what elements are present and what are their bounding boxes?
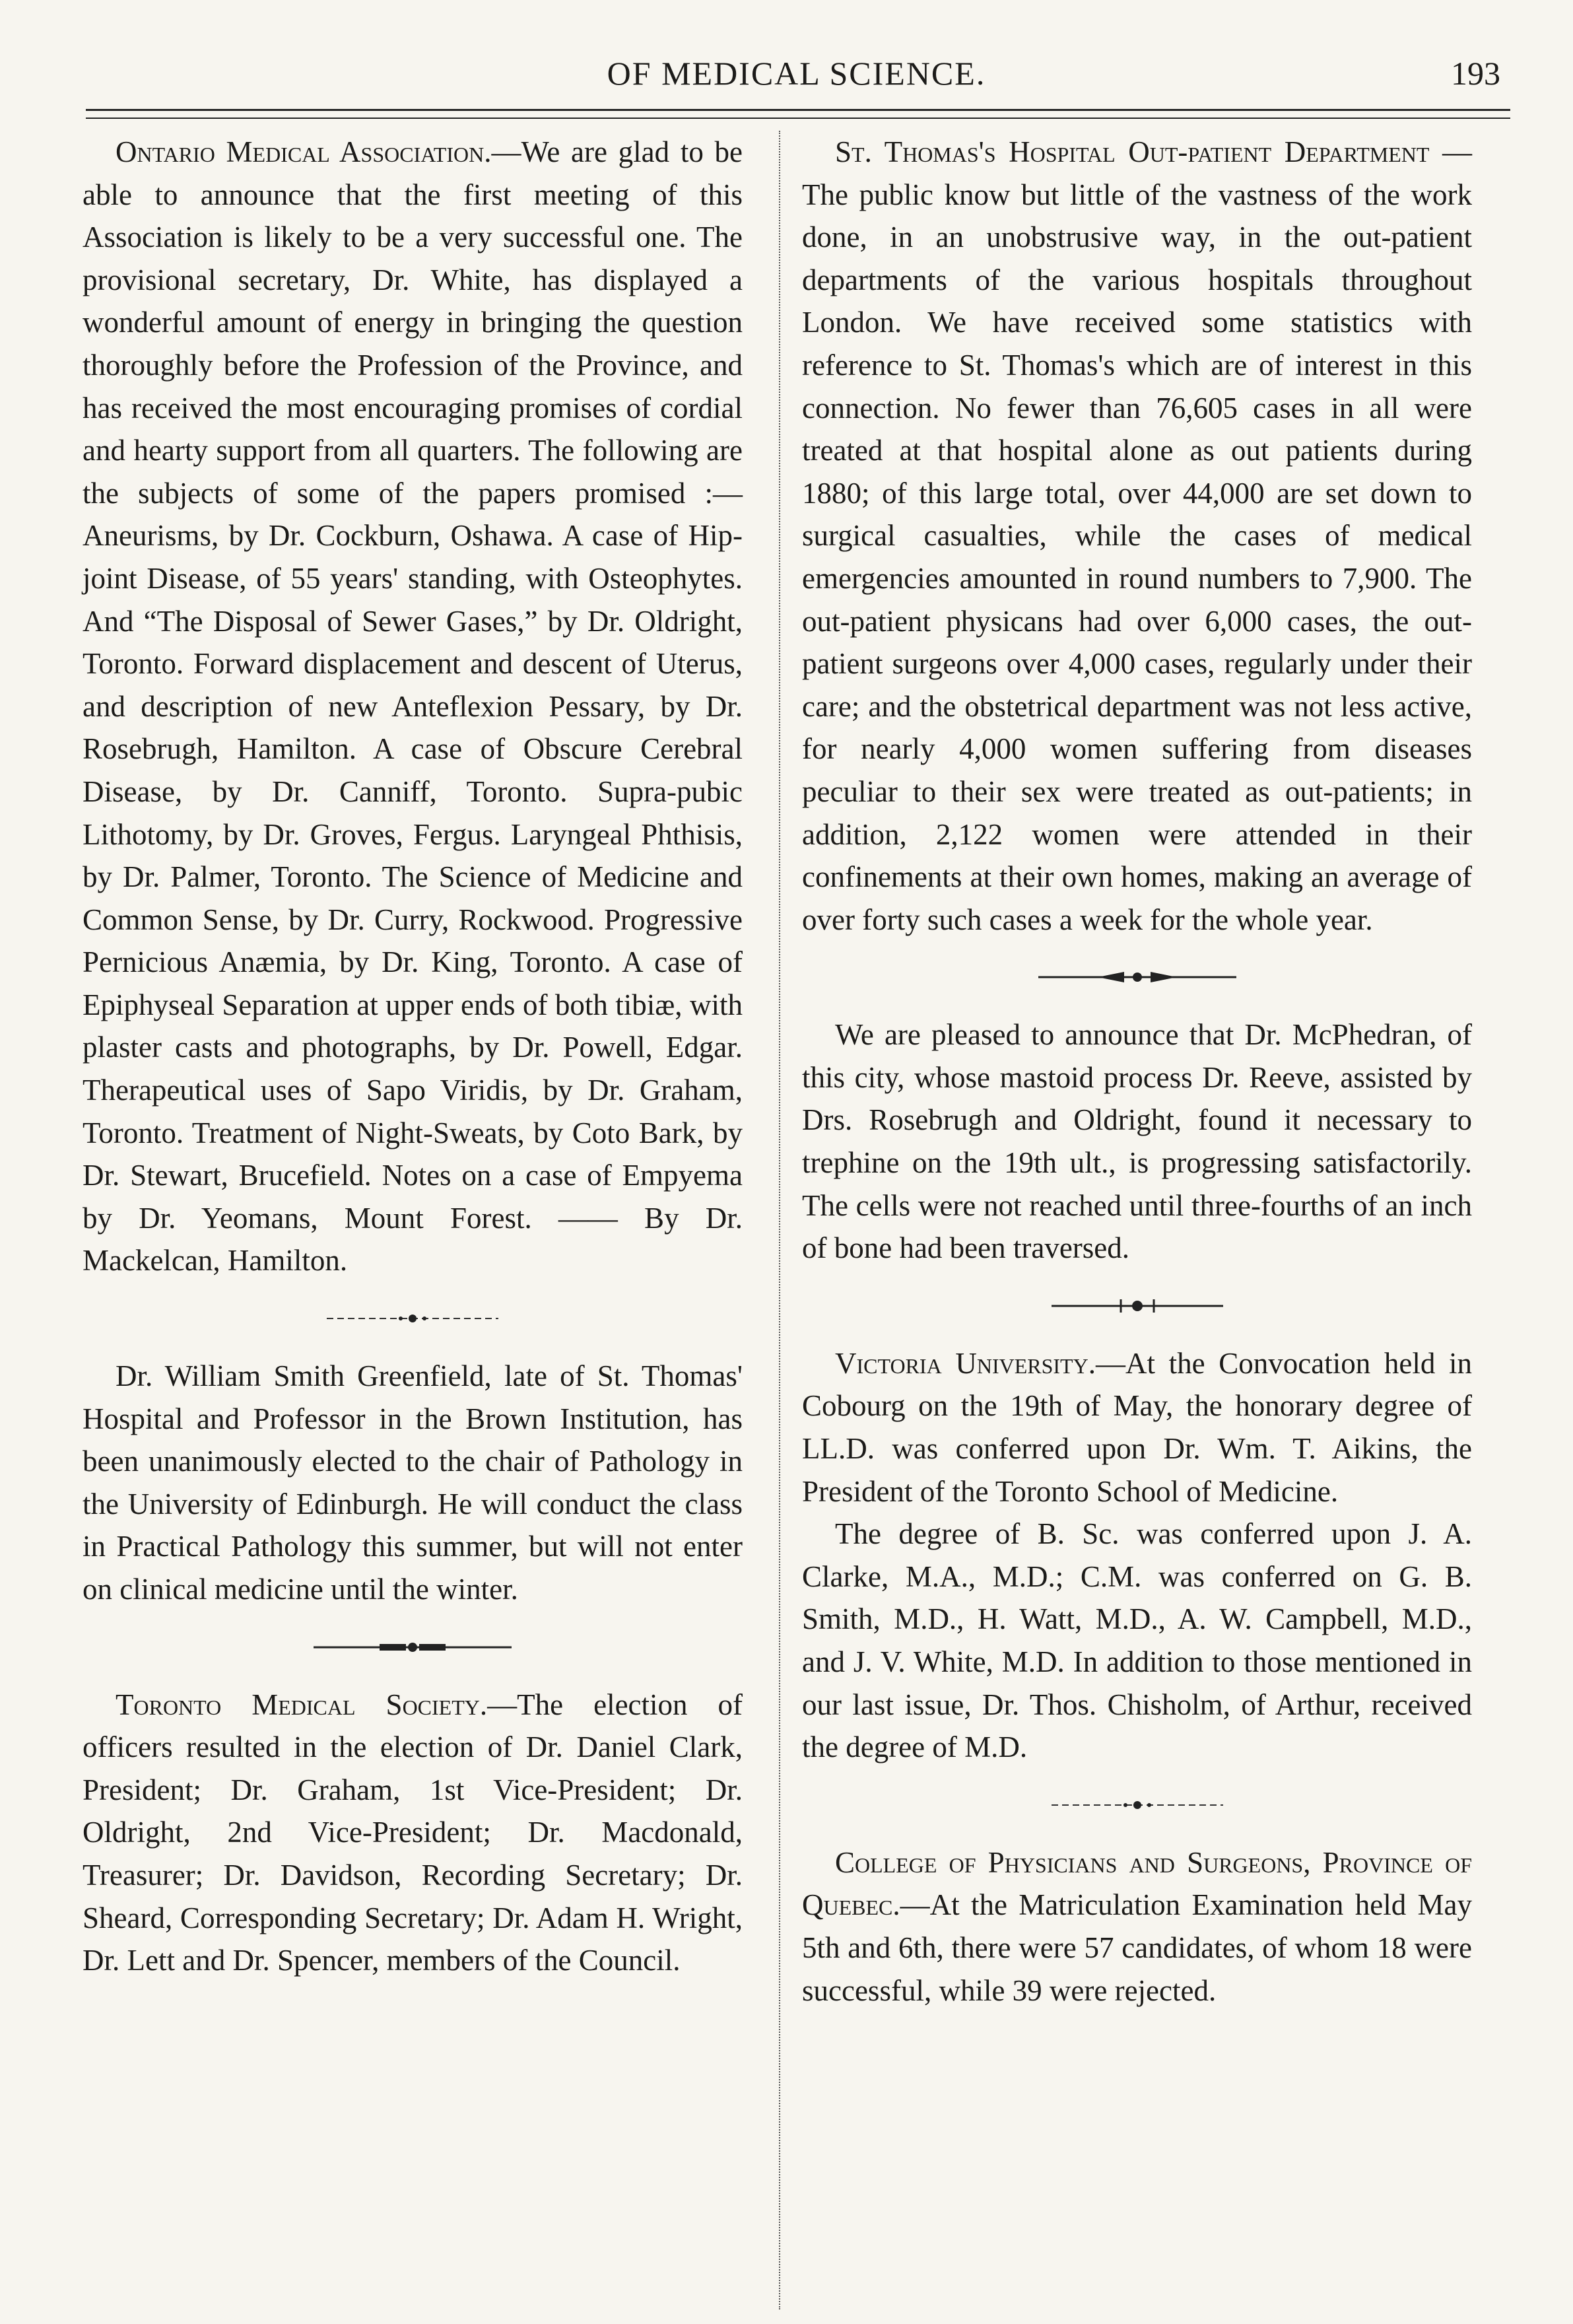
section-ornament xyxy=(83,1611,743,1684)
right-column xyxy=(802,131,1472,2012)
article-body: —At the Convocation held in Cobourg on the 19th of May, the honorary degree of LL.D. was conferred upon Dr. Wm. T. Aikins, the President of the Toronto School of Medicine. xyxy=(802,1346,1473,1508)
header-rule-bottom xyxy=(86,118,1510,119)
article-victoria-university-degrees xyxy=(802,1513,1472,1769)
article-st-thomas-hospital xyxy=(802,131,1472,941)
article-ontario-medical-association xyxy=(83,131,743,1282)
article-body: Dr. William Smith Greenfield, late of St. Thomas' Hospital and Professor in the Brown Institution, has been unanimously elected to the chair of Pathology in the University of Edinburgh. He will conduct the class in Practical Pathology this summer, but will not enter on clinical medicine until the winter. xyxy=(83,1359,743,1606)
article-heading: College of Physicians and Surgeons, Province of Quebec. xyxy=(802,1845,1472,1922)
article-heading: St. Thomas's Hospital Out-patient Department xyxy=(835,135,1430,168)
article-victoria-university xyxy=(802,1342,1472,1513)
article-body: —The election of officers resulted in the election of Dr. Daniel Clark, President; Dr. Graham, 1st Vice-President; Dr. Oldright, 2nd Vice-President; Dr. Macdonald, Treasurer; Dr. Davidson, Recording Secretary; Dr. Sheard, Corresponding Secretary; Dr. Adam H. Wright, Dr. Lett and Dr. Spencer, members of the Council. xyxy=(83,1688,743,1977)
running-head-title: OF MEDICAL SCIENCE. xyxy=(607,55,986,92)
article-heading: Ontario Medical Association. xyxy=(116,135,492,168)
article-body: —We are glad to be able to announce that the first meeting of this Association is likely to be a very successful one. The provisional secretary, Dr. White, has displayed a wonderful amount of energy in bringing the question thoroughly before the Profession of the Province, and has received the most encouraging promises of cordial and hearty support from all quarters. The following are the subjects of some of the papers promised :—Aneurisms, by Dr. Cockburn, Oshawa. A case of Hip-joint Disease, of 55 years' standing, with Osteophytes. And “The Disposal of Sewer Gases,” by Dr. Oldright, Toronto. Forward displacement and descent of Uterus, and description of new Anteflexion Pessary, by Dr. Rosebrugh, Hamilton. A case of Obscure Cerebral Disease, by Dr. Canniff, Toronto. Supra-pubic Lithotomy, by Dr. Groves, Fergus. Laryngeal Phthisis, by Dr. Palmer, Toronto. The Science of Medicine and Common Sense, by Dr. Curry, Rockwood. Progressive Pernicious Anæmia, by Dr. King, Toronto. A case of Epiphyseal Separation at upper ends of both tibiæ, with plaster casts and photographs, by Dr. Powell, Edgar. Therapeutical uses of Sapo Viridis, by Dr. Graham, Toronto. Treatment of Night-Sweats, by Coto Bark, by Dr. Stewart, Brucefield. Notes on a case of Empyema by Dr. Yeomans, Mount Forest. —— By Dr. Mackelcan, Hamilton. xyxy=(83,135,743,1278)
article-college-physicians-quebec xyxy=(802,1841,1472,2012)
section-ornament xyxy=(83,1282,743,1355)
article-body: The degree of B. Sc. was conferred upon J. A. Clarke, M.A., M.D.; C.M. was conferred on G. B. Smith, M.D., H. Watt, M.D., A. W. Campbell, M.D., and J. V. White, M.D. In addition to those mentioned in our last issue, Dr. Thos. Chisholm, of Arthur, received the degree of M.D. xyxy=(802,1517,1472,1764)
running-head xyxy=(92,54,1500,100)
article-heading: Toronto Medical Society. xyxy=(116,1688,488,1721)
article-heading: Victoria University. xyxy=(835,1346,1096,1380)
article-mcphedran xyxy=(802,1013,1472,1270)
article-greenfield-appointment xyxy=(83,1355,743,1611)
article-toronto-medical-society xyxy=(83,1684,743,1982)
article-body: —The public know but little of the vastness of the work done, in an unobstrusive way, in the out-patient departments of the various hospitals throughout London. We have received some statistics with reference to St. Thomas's which are of interest in this connection. No fewer than 76,605 cases in all were treated at that hospital alone as out patients during 1880; of this large total, over 44,000 are set down to surgical casualties, while the cases of medical emergencies amounted in round numbers to 7,900. The out-patient physicans had over 6,000 cases, the out-patient surgeons over 4,000 cases, regularly under their care; and the obstetrical department was not less active, for nearly 4,000 women suffering from diseases peculiar to their sex were treated as out-patients; in addition, 2,122 women were attended in their confinements at their own homes, making an average of over forty such cases a week for the whole year. xyxy=(802,135,1473,936)
page-number: 193 xyxy=(1451,55,1500,92)
section-ornament xyxy=(802,1769,1472,1841)
section-ornament xyxy=(802,1270,1472,1342)
article-body: —At the Matriculation Examination held May 5th and 6th, there were 57 candidates, of whom 18 were successful, while 39 were rejected. xyxy=(802,1888,1472,2007)
header-rule-top xyxy=(86,109,1510,111)
article-body: We are pleased to announce that Dr. McPhedran, of this city, whose mastoid process Dr. Reeve, assisted by Drs. Rosebrugh and Oldright, found it necessary to trephine on the 19th ult., is progressing satisfactorily. The cells were not reached until three-fourths of an inch of bone had been traversed. xyxy=(802,1018,1472,1265)
section-ornament xyxy=(802,941,1472,1013)
left-column xyxy=(83,131,743,1982)
column-divider xyxy=(779,131,780,2309)
